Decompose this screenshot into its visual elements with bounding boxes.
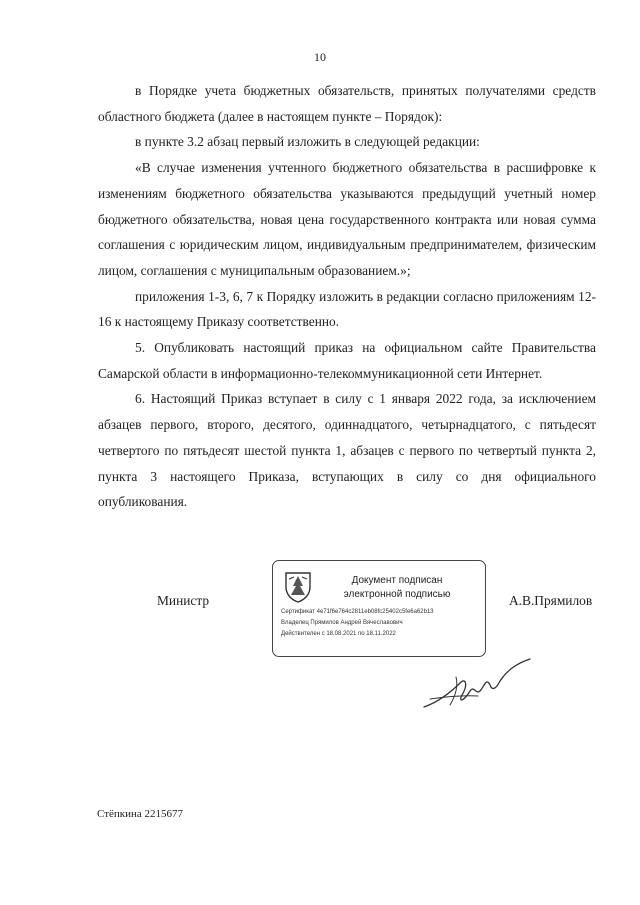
stamp-title-line2: электронной подписью	[343, 589, 451, 600]
stamp-validity: Действителен с 18.08.2021 по 18.11.2022	[281, 631, 396, 637]
stamp-title	[317, 574, 477, 602]
stamp-details	[281, 607, 481, 640]
paragraph-item-5: 5. Опубликовать настоящий приказ на официальном сайте Правительства Самарской области в информационно-телекоммуникационной сети Интернет.	[98, 340, 596, 381]
document-body	[98, 78, 596, 515]
signature-block	[0, 560, 640, 660]
paragraph-appendices: приложения 1-3, 6, 7 к Порядку изложить в редакции согласно приложениям 12-16 к настоящему Приказу соответственно.	[98, 288, 596, 330]
signer-name: А.В.Прямилов	[509, 593, 593, 608]
coat-of-arms-icon	[283, 569, 313, 603]
signer-position: Министр	[157, 593, 210, 608]
executor-note: Стёпкина 2215677	[97, 808, 184, 820]
paragraph-order-intro: в Порядке учета бюджетных обязательств, принятых получателями средств областного бюджета (далее в настоящем пункте – Порядок):	[98, 83, 596, 124]
stamp-certificate: Сертификат 4e71f6e764c2811eb08fc25402c5fe6a62b13	[281, 609, 434, 615]
e-signature-stamp	[272, 560, 486, 657]
paragraph-clause-3-2: в пункте 3.2 абзац первый изложить в следующей редакции:	[135, 134, 480, 150]
page-number: 10	[314, 50, 326, 64]
stamp-title-line1: Документ подписан	[351, 575, 443, 586]
stamp-owner: Владелец Прямилов Андрей Вячеславович	[281, 620, 403, 626]
paragraph-quoted-text: «В случае изменения учтенного бюджетного обязательства в расшифровке к изменениям бюджетного обязательства указываются предыдущий учетный номер бюджетного обязательства, новая цена государственного контракта или новая сумма соглашения с юридическим лицом, индивидуальным предпринимателем, физическим лицом, соглашения с муниципальным образованием.»;	[98, 160, 596, 278]
handwritten-signature	[420, 655, 535, 715]
paragraph-item-6: 6. Настоящий Приказ вступает в силу с 1 января 2022 года, за исключением абзацев первого, второго, десятого, одиннадцатого, четырнадцатого, с пятьдесят четвертого по пятьдесят шестой пункта 1, абзацев с первого по четвертый пункта 2, пункта 3 настоящего Приказа, вступающих в силу со дня официального опубликования.	[98, 391, 596, 510]
